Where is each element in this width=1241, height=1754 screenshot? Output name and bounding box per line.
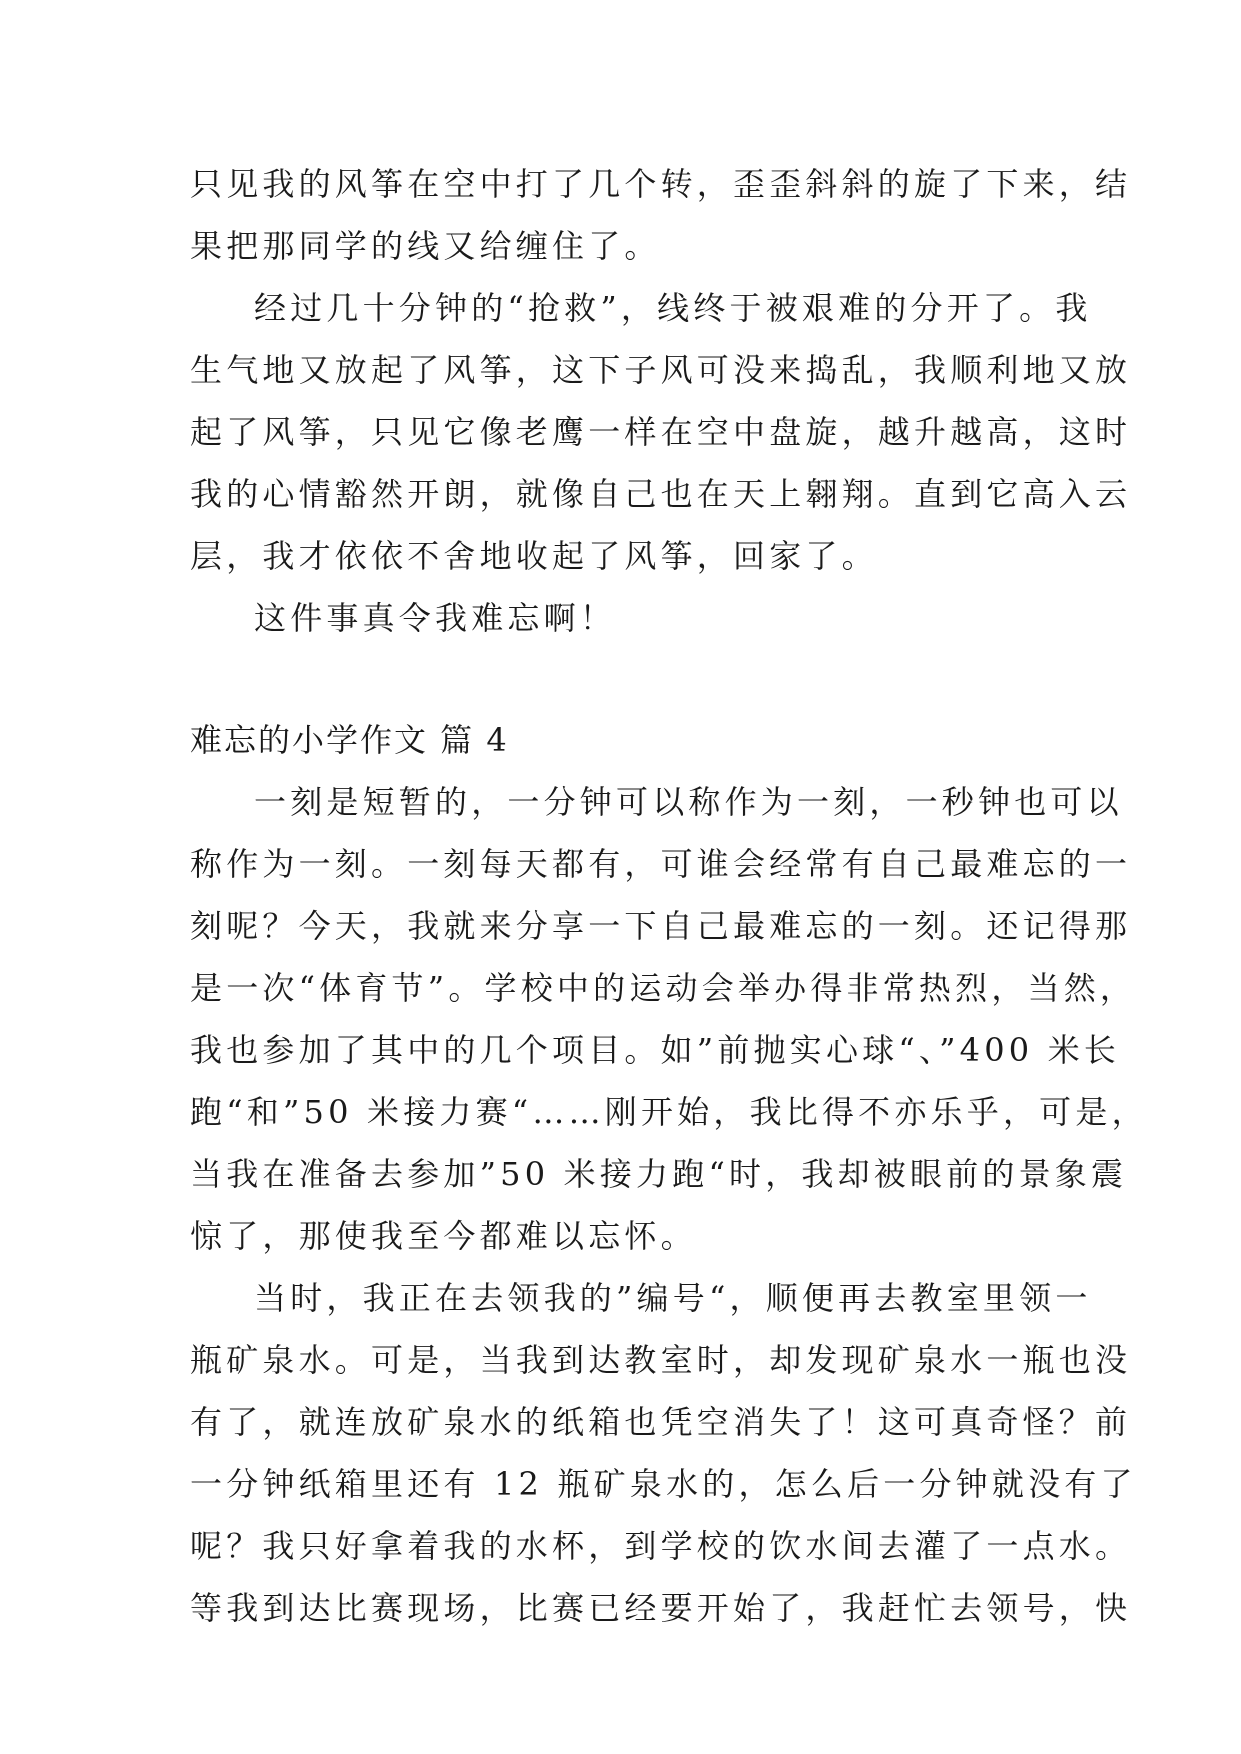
section-heading: 难忘的小学作文 篇 4: [190, 721, 509, 759]
text-line: 瓶矿泉水。可是，当我到达教室时，却发现矿泉水一瓶也没: [190, 1341, 1132, 1379]
text-line: 起了风筝，只见它像老鹰一样在空中盘旋，越升越高，这时: [190, 413, 1132, 451]
paragraph-first-line: 一刻是短暂的，一分钟可以称作为一刻，一秒钟也可以: [254, 783, 1123, 821]
text-line: 我也参加了其中的几个项目。如”前抛实心球“、”400 米长: [190, 1031, 1121, 1069]
paragraph-first-line: 经过几十分钟的“抢救”，线终于被艰难的分开了。我: [254, 289, 1092, 327]
text-line: 我的心情豁然开朗，就像自己也在天上翱翔。直到它高入云: [190, 475, 1132, 513]
text-line: 等我到达比赛现场，比赛已经要开始了，我赶忙去领号，快: [190, 1589, 1132, 1627]
text-line: 惊了，那使我至今都难以忘怀。: [190, 1217, 697, 1255]
text-line: 生气地又放起了风筝，这下子风可没来捣乱，我顺利地又放: [190, 351, 1132, 389]
paragraph-first-line: 这件事真令我难忘啊！: [254, 599, 617, 637]
text-line: 一分钟纸箱里还有 12 瓶矿泉水的，怎么后一分钟就没有了: [190, 1465, 1137, 1503]
text-line: 跑“和”50 米接力赛“……刚开始，我比得不亦乐乎，可是，: [190, 1093, 1148, 1131]
text-line: 刻呢？今天，我就来分享一下自己最难忘的一刻。还记得那: [190, 907, 1132, 945]
text-line: 果把那同学的线又给缠住了。: [190, 227, 661, 265]
text-line: 呢？我只好拿着我的水杯，到学校的饮水间去灌了一点水。: [190, 1527, 1132, 1565]
text-line: 当我在准备去参加”50 米接力跑“时，我却被眼前的景象震: [190, 1155, 1128, 1193]
text-line: 层，我才依依不舍地收起了风筝，回家了。: [190, 537, 878, 575]
paragraph-first-line: 当时，我正在去领我的”编号“，顺便再去教室里领一: [254, 1279, 1092, 1317]
text-line: 只见我的风筝在空中打了几个转，歪歪斜斜的旋了下来，结: [190, 165, 1132, 203]
text-line: 称作为一刻。一刻每天都有，可谁会经常有自己最难忘的一: [190, 845, 1132, 883]
text-line: 有了，就连放矿泉水的纸箱也凭空消失了！这可真奇怪？前: [190, 1403, 1132, 1441]
text-line: 是一次“体育节”。学校中的运动会举办得非常热烈，当然，: [190, 969, 1137, 1007]
